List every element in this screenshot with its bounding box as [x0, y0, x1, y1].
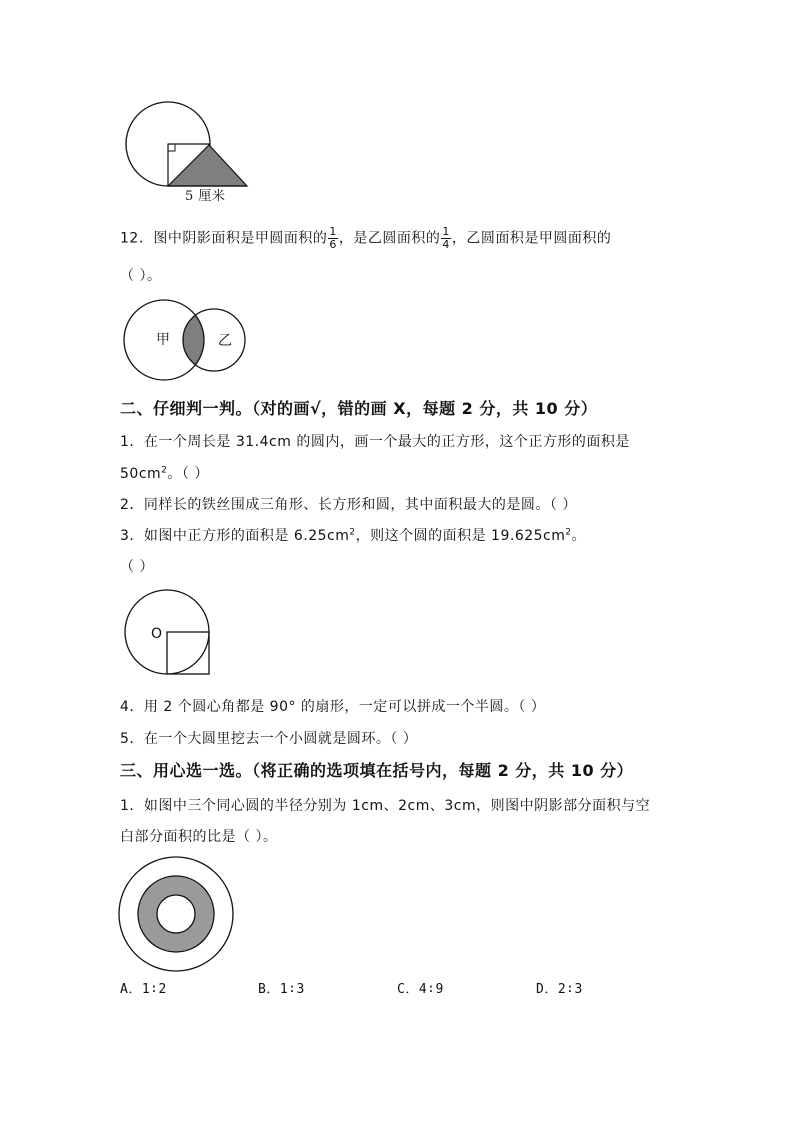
- q12-suffix: ，乙圆面积是甲圆面积的: [451, 230, 612, 247]
- option-a[interactable]: A．1∶2: [120, 982, 167, 997]
- fraction-one-sixth: $\frac{1}{6}$: [329, 225, 337, 251]
- figure-label-length: 5 厘米: [185, 189, 226, 204]
- inner-circle: [157, 895, 195, 933]
- sec2-question-4[interactable]: 4．用 2 个圆心角都是 90° 的扇形，一定可以拼成一个半圆。（ ）: [120, 699, 546, 715]
- label-jia: 甲: [156, 332, 171, 348]
- sec2-question-3: 3．如图中正方形的面积是 $6.25cm^2$，则这个圆的面积是 $19.625cm^2$。: [120, 527, 587, 544]
- option-d[interactable]: D．2∶3: [536, 982, 583, 997]
- sec2-question-5[interactable]: 5．在一个大圆里挖去一个小圆就是圆环。（ ）: [120, 731, 418, 747]
- section-2-title: 二、仔细判一判。（对的画√，错的画 X，每题 2 分，共 10 分）: [120, 399, 598, 418]
- sec2-q3-blank[interactable]: （ ）: [120, 559, 154, 575]
- sec3-question-1-line1: 1．如图中三个同心圆的半径分别为 1cm、2cm、3cm，则图中阴影部分面积与空: [120, 798, 651, 814]
- sec2-question-1-line2: $50cm^2$。（ ）: [120, 465, 209, 482]
- option-c[interactable]: C．4∶9: [397, 982, 444, 997]
- sec2-q1-blank[interactable]: 。（ ）: [167, 466, 209, 482]
- option-b[interactable]: B．1∶3: [258, 982, 305, 997]
- section-3-title: 三、用心选一选。（将正确的选项填在括号内，每题 2 分，共 10 分）: [120, 761, 634, 780]
- q12-prefix: 12．图中阴影面积是甲圆面积的: [120, 230, 328, 247]
- label-yi: 乙: [218, 333, 233, 349]
- sec2-question-1-line1: 1．在一个周长是 31.4cm 的圆内，画一个最大的正方形，这个正方形的面积是: [120, 434, 630, 450]
- fraction-one-quarter: $\frac{1}{4}$: [442, 225, 450, 251]
- label-center-o: O: [151, 626, 163, 642]
- sec2-question-2[interactable]: 2．同样长的铁丝围成三角形、长方形和圆，其中面积最大的是圆。（ ）: [120, 497, 577, 513]
- q12-middle: ，是乙圆面积的: [338, 230, 441, 247]
- q12-answer-blank[interactable]: （ ）。: [120, 268, 162, 284]
- sec3-question-1-line2[interactable]: 白部分面积的比是（ ）。: [120, 829, 278, 845]
